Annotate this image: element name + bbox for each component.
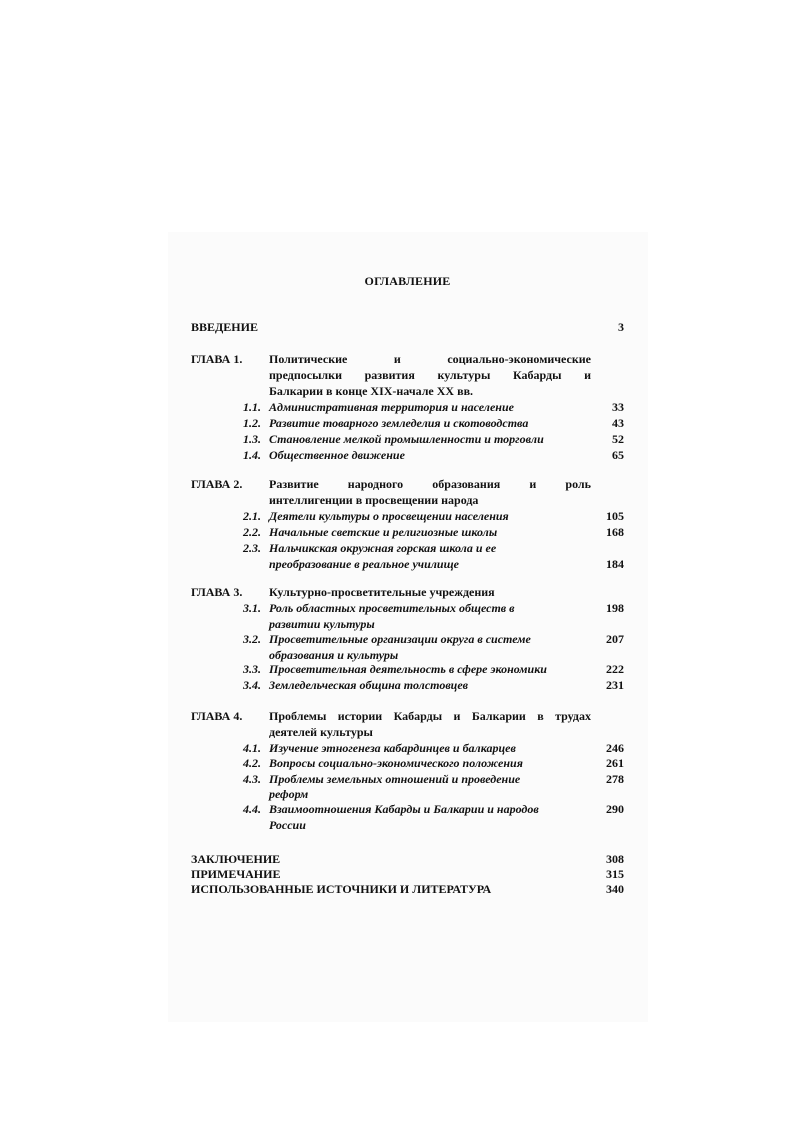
- section-title: Общественное движение: [269, 448, 405, 462]
- section-title: Земледельческая община толстовцев: [269, 678, 469, 692]
- section-number: 3.3.: [243, 662, 261, 676]
- page-title: ОГЛАВЛЕНИЕ: [364, 274, 451, 288]
- section-page: 168: [606, 525, 624, 539]
- section-title: Начальные светские и религиозные школы: [269, 525, 498, 539]
- section-title: преобразование в реальное училище: [269, 557, 459, 571]
- section-title: Административная территория и население: [269, 400, 514, 414]
- section-page: 278: [606, 772, 624, 786]
- section-title: Проблемы земельных отношений и проведение: [269, 772, 521, 786]
- section-number: 2.2.: [243, 525, 261, 539]
- notes-page: 315: [606, 867, 624, 881]
- section-number: 1.2.: [243, 416, 261, 430]
- chapter-title-line: деятелей культуры: [269, 725, 373, 739]
- section-title: Деятели культуры о просвещении населения: [269, 509, 509, 523]
- section-title: Развитие товарного земледелия и скотоводства: [269, 416, 529, 430]
- section-title: реформ: [269, 787, 309, 801]
- section-number: 4.1.: [243, 741, 261, 755]
- section-number: 2.3.: [243, 541, 261, 555]
- chapter-title-line: предпосылки развития культуры Кабарды и: [269, 368, 591, 382]
- chapter-label: ГЛАВА 1.: [191, 352, 243, 366]
- chapter-title-line: Балкарии в конце XIX-начале XX вв.: [269, 384, 474, 398]
- section-page: 52: [612, 432, 624, 446]
- chapter-title-line: Развитие народного образования и роль: [269, 477, 591, 491]
- section-page: 43: [612, 416, 624, 430]
- section-title: Вопросы социально-экономического положения: [269, 756, 523, 770]
- section-page: 33: [612, 400, 624, 414]
- section-number: 4.2.: [243, 756, 261, 770]
- section-title: Становление мелкой промышленности и торговли: [269, 432, 544, 446]
- section-number: 3.2.: [243, 632, 261, 646]
- chapter-title-line: Культурно-просветительные учреждения: [269, 585, 495, 599]
- chapter-label: ГЛАВА 2.: [191, 477, 243, 491]
- section-page: 246: [606, 741, 624, 755]
- section-title: России: [269, 818, 306, 832]
- intro-page: 3: [618, 320, 624, 334]
- section-number: 4.3.: [243, 772, 261, 786]
- sources-page: 340: [606, 882, 624, 896]
- section-page: 184: [606, 557, 624, 571]
- chapter-title-line: Проблемы истории Кабарды и Балкарии в трудах: [269, 709, 591, 723]
- section-number: 1.4.: [243, 448, 261, 462]
- section-page: 198: [606, 601, 624, 615]
- section-number: 2.1.: [243, 509, 261, 523]
- chapter-title-line: интеллигенции в просвещении народа: [269, 493, 479, 507]
- section-number: 1.3.: [243, 432, 261, 446]
- section-title: Просветительные организации округа в системе: [269, 632, 531, 646]
- notes-label: ПРИМЕЧАНИЕ: [191, 867, 281, 881]
- section-number: 3.1.: [243, 601, 261, 615]
- section-title: Нальчикская окружная горская школа и ее: [269, 541, 497, 555]
- conclusion-page: 308: [606, 852, 624, 866]
- intro-label: ВВЕДЕНИЕ: [191, 320, 258, 334]
- section-title: Взаимоотношения Кабарды и Балкарии и народов: [269, 802, 539, 816]
- sources-label: ИСПОЛЬЗОВАННЫЕ ИСТОЧНИКИ И ЛИТЕРАТУРА: [191, 882, 492, 896]
- section-page: 261: [606, 756, 624, 770]
- section-page: 290: [606, 802, 624, 816]
- chapter-title-line: Политические и социально-экономические: [269, 352, 591, 366]
- section-page: 105: [606, 509, 624, 523]
- section-page: 231: [606, 678, 624, 692]
- section-title: Роль областных просветительных обществ в: [269, 601, 515, 615]
- section-page: 222: [606, 662, 624, 676]
- section-title: развитии культуры: [269, 617, 375, 631]
- section-number: 1.1.: [243, 400, 261, 414]
- section-title: Просветительная деятельность в сфере экономики: [269, 662, 547, 676]
- chapter-label: ГЛАВА 3.: [191, 585, 243, 599]
- section-page: 207: [606, 632, 624, 646]
- section-page: 65: [612, 448, 624, 462]
- chapter-label: ГЛАВА 4.: [191, 709, 243, 723]
- section-title: образования и культуры: [269, 648, 399, 662]
- section-number: 3.4.: [243, 678, 261, 692]
- section-title: Изучение этногенеза кабардинцев и балкарцев: [269, 741, 516, 755]
- section-number: 4.4.: [243, 802, 261, 816]
- conclusion-label: ЗАКЛЮЧЕНИЕ: [191, 852, 281, 866]
